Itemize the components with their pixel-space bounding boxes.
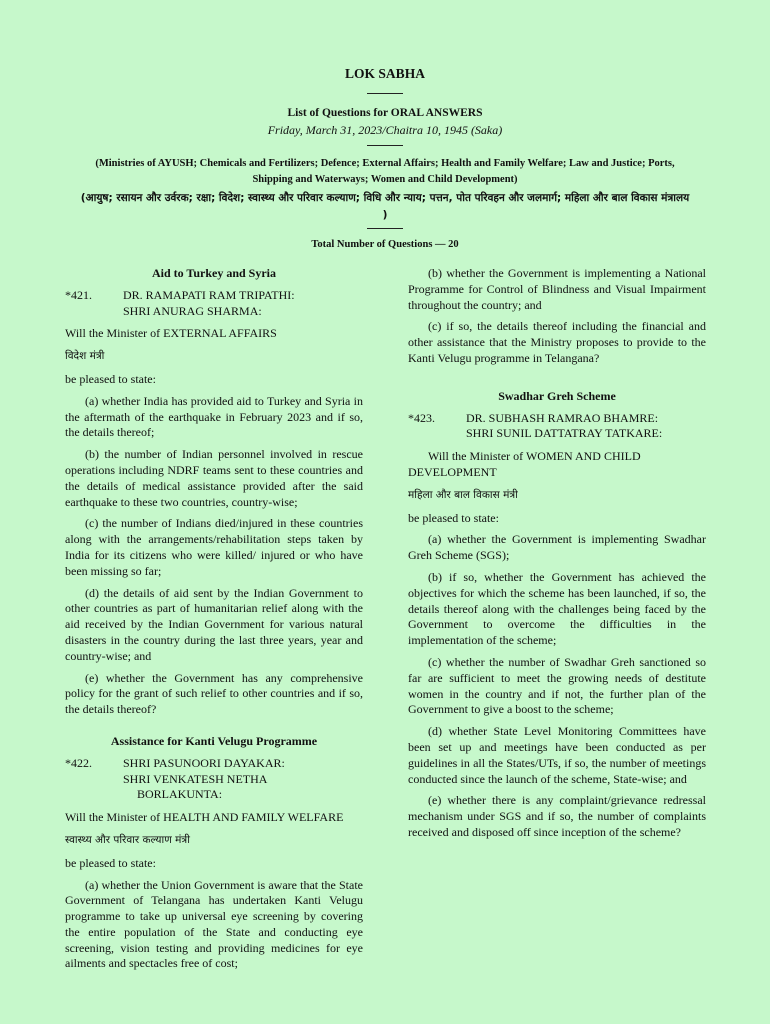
pleased-line: be pleased to state:: [65, 371, 156, 386]
question-row: [65, 288, 363, 320]
question-part-b: (b) whether the Government is implementing a National Programme for Control of Blindness and Visual Impairment throughout the country; and: [408, 266, 706, 312]
member-name: DR. RAMAPATI RAM TRIPATHI:: [123, 287, 295, 302]
member-name: SHRI ANURAG SHARMA:: [123, 303, 262, 318]
spacer: [408, 367, 706, 389]
pleased-line: be pleased to state:: [65, 855, 156, 870]
question-heading: Aid to Turkey and Syria: [151, 266, 277, 280]
pleased-line: be pleased to state:: [408, 510, 499, 525]
minister-line: Will the Minister of EXTERNAL AFFAIRS: [65, 326, 277, 341]
question-row: [408, 411, 706, 443]
question-part-e: (e) whether there is any complaint/grievance redressal mechanism under SGS and if so, the number of complaints received and disposed off since inception of the scheme?: [408, 793, 706, 839]
question-part-a: (a) whether the Government is implementing Swadhar Greh Scheme (SGS);: [408, 532, 706, 563]
minister-hindi: स्वास्थ्य और परिवार कल्याण मंत्री: [65, 833, 190, 846]
question-part-c: (c) whether the number of Swadhar Greh sanctioned so far are sufficient to meet the growing needs of destitute women in the country and if not, the further plan of the Government to give a boost to the scheme;: [408, 654, 706, 717]
minister-line: Will the Minister of HEALTH AND FAMILY WELFARE: [65, 810, 344, 825]
divider: [367, 145, 403, 146]
member-list: [123, 756, 363, 803]
question-row: [65, 756, 363, 803]
question-part-c: (c) the number of Indians died/injured in these countries along with the arrangements/rehabilitation steps taken by India for its citizens who were killed/ injured or who have been missing so far;: [65, 516, 363, 578]
member-name: DR. SUBHASH RAMRAO BHAMRE:: [466, 410, 659, 425]
ministries-english: (Ministries of AYUSH; Chemicals and Fertilizers; Defence; External Affairs; Health and Family Welfare; Law and Justice; Ports, Shipping and Waterways; Women and Child Development): [95, 158, 675, 185]
spacer: [65, 718, 363, 734]
question-part-c: (c) if so, the details thereof including the financial and other assistance that the Ministry proposes to provide to the Kanti Velugu programme in Telangana?: [408, 319, 706, 365]
question-part-b: (b) if so, whether the Government has achieved the objectives for which the scheme has been launched, if so, the details thereof along with the challenges being faced by the Government to overcome the difficulties in the implementation of the scheme;: [408, 569, 706, 648]
date-line: Friday, March 31, 2023/Chaitra 10, 1945 (Saka): [267, 123, 503, 137]
member-name: BORLAKUNTA:: [137, 787, 223, 802]
question-part-a: (a) whether India has provided aid to Turkey and Syria in the aftermath of the earthquake in February 2023 and if so, the details thereof;: [65, 393, 363, 440]
question-number: *421.: [65, 287, 92, 302]
divider: [367, 228, 403, 229]
question-number: *423.: [408, 410, 435, 425]
ministries-hindi: (आयुष; रसायन और उर्वरक; रक्षा; विदेश; स्वास्थ्य और परिवार कल्याण; विधि और न्याय; पत्तन, पोत परिवहन और जलमार्ग; महिला और बाल विकास मंत्रालय ): [80, 192, 690, 221]
question-heading: Swadhar Greh Scheme: [498, 388, 616, 403]
member-name: SHRI PASUNOORI DAYAKAR:: [123, 755, 285, 770]
question-part-d: (d) the details of aid sent by the Indian Government to other countries as part of humanitarian relief along with the aid received by the Indian Government for various natural disasters in the country during the last three years, year and country-wise; and: [65, 585, 363, 663]
minister-hindi: विदेश मंत्री: [65, 350, 105, 363]
list-title: List of Questions for ORAL ANSWERS: [287, 107, 483, 119]
question-part-b: (b) the number of Indian personnel involved in rescue operations including NDRF teams sent to these countries and the details of medical assistance provided after the said earthquake to these two countries, country-wise;: [65, 447, 363, 509]
question-part-a: (a) whether the Union Government is aware that the State Government of Telangana has undertaken Kanti Velugu programme to take up universal eye screening by covering the entire population of the State and conducting eye screening, vision testing and providing medicines for eye ailments and spectacles free of cost;: [65, 877, 363, 971]
question-number: *422.: [65, 755, 92, 770]
member-name: SHRI SUNIL DATTATRAY TATKARE:: [466, 426, 663, 441]
total-questions: Total Number of Questions — 20: [311, 239, 459, 250]
question-heading: Assistance for Kanti Velugu Programme: [110, 733, 318, 748]
member-list: [123, 288, 363, 320]
divider: [367, 93, 403, 94]
left-column: [65, 266, 363, 972]
minister-hindi: महिला और बाल विकास मंत्री: [408, 488, 518, 501]
question-part-d: (d) whether State Level Monitoring Committees have been set up and meetings have been conducted as per guidelines in all the States/UTs, if so, the number of meetings conducted since the launch of the scheme, State-wise; and: [408, 724, 706, 786]
member-list: [466, 411, 706, 443]
member-name: SHRI VENKATESH NETHA: [123, 771, 268, 786]
minister-line: Will the Minister of WOMEN AND CHILD DEVELOPMENT: [408, 449, 641, 479]
question-part-e: (e) whether the Government has any comprehensive policy for the grant of such relief to other countries and if so, the details thereof?: [65, 670, 363, 717]
house-title: LOK SABHA: [345, 66, 425, 81]
right-column: [408, 266, 706, 841]
